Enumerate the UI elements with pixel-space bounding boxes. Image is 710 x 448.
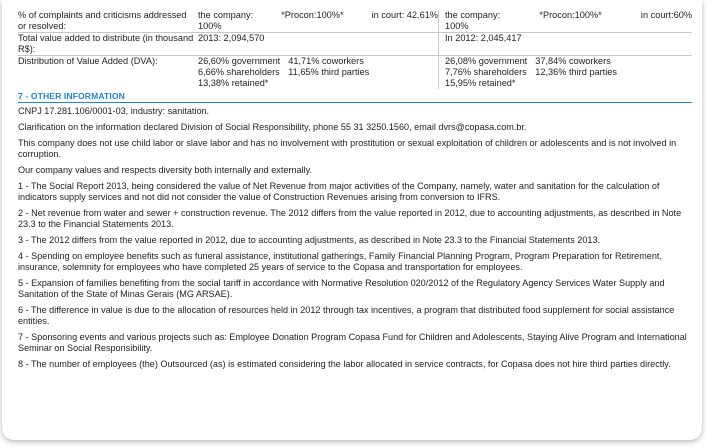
paragraph: 3 - The 2012 differs from the value reported in 2012, due to accounting adjustments, as described in Note 23.3 to the Financial Statements 2013. [18, 235, 601, 245]
company-value-2012: 100% [445, 21, 469, 31]
value-added-row [18, 33, 692, 56]
dva-2012-coworkers: 37,84% coworkers [535, 56, 611, 66]
indicators-table [18, 10, 692, 89]
complaints-row [18, 10, 692, 33]
paragraph: 4 - Spending on employee benefits such as funeral assistance, institutional gatherings, Family Financial Planning Program, Program Preparation for Retirement, insurance, solemnity for employees who have completed 25 years of service to the Copasa and transportation for employees. [18, 251, 662, 272]
report-card [2, 0, 702, 440]
dva-2012-shareholders: 7,76% shareholders [445, 67, 527, 77]
dva-2013-coworkers: 41,71% coworkers [288, 56, 364, 66]
dva-2013 [194, 56, 439, 90]
company-label-2012: the company: [445, 10, 501, 20]
procon-2013: *Procon:100%* [281, 10, 344, 20]
court-2012: in court:60% [640, 10, 692, 20]
dva-2013-retained: 13,38% retained* [198, 78, 269, 88]
dva-2013-government: 26,60% government [198, 56, 281, 66]
dva-row [18, 56, 692, 90]
dva-2012-government: 26,08% government [445, 56, 528, 66]
value-added-label: Total value added to distribute (in thousand R$): [18, 33, 194, 54]
paragraph: 6 - The difference in value is due to the allocation of resources held in 2012 through tax incentives, a program that distributed food supplement for social assistance entities. [18, 305, 675, 326]
company-label-2013: the company: [198, 10, 254, 20]
procon-2012: *Procon:100%* [539, 10, 602, 20]
paragraph: 7 - Sponsoring events and various projects such as: Employee Donation Program Copasa Fund for Children and Adolescents, Staying Alive Program and International Seminar on Social Responsibility. [18, 332, 687, 353]
court-2013: in court: 42.61% [371, 10, 438, 20]
paragraph: Clarification on the information declared Division of Social Responsibility, phone 55 31 3250.1560, email dvrs@copasa.com.br. [18, 122, 527, 132]
paragraph: 5 - Expansion of families benefiting from the social tariff in accordance with Normative Resolution 020/2012 of the Regulatory Agency Services Water Supply and Sanitation of the State of Minas Gerais (MG ARSAE). [18, 278, 665, 299]
complaints-2012 [439, 10, 693, 33]
paragraph: 8 - The number of employees (the) Outsourced (as) is estimated considering the labor allocated in service contracts, for Copasa does not hire third parties directly. [18, 359, 671, 369]
value-added-2012: In 2012: 2,045,417 [439, 33, 693, 56]
dva-2012-third-parties: 12,36% third parties [535, 67, 617, 77]
paragraph: CNPJ 17.281.106/0001-03, industry: sanitation. [18, 106, 210, 116]
company-value-2013: 100% [198, 21, 222, 31]
dva-2013-third-parties: 11,65% third parties [288, 67, 370, 77]
complaints-label: % of complaints and criticisms addressed or resolved: [18, 10, 194, 33]
dva-2012-retained: 15,95% retained* [445, 78, 516, 88]
dva-2013-shareholders: 6,66% shareholders [198, 67, 280, 77]
dva-label: Distribution of Value Added (DVA): [18, 56, 158, 66]
section-heading: 7 - OTHER INFORMATION [18, 91, 692, 103]
paragraph: Our company values and respects diversity both internally and externally. [18, 165, 313, 175]
dva-2012 [439, 56, 693, 90]
paragraph: 1 - The Social Report 2013, being considered the value of Net Revenue from major activities of the Company, namely, water and sanitation for the calculation of indicators supply services and not did not consider the value of Construction Revenues arising from conversion to IFRS. [18, 181, 660, 202]
paragraph: 2 - Net revenue from water and sewer + construction revenue. The 2012 differs from the value reported in 2012, due to accounting adjustments, as described in Note 23.3 to the Financial Statements 2013. [18, 208, 682, 229]
report-content [18, 10, 692, 370]
complaints-2013 [194, 10, 439, 33]
paragraph: This company does not use child labor or slave labor and has no involvement with prostitution or sexual exploitation of children or adolescents and is not involved in corruption. [18, 138, 677, 159]
value-added-2013: 2013: 2,094,570 [194, 33, 439, 56]
